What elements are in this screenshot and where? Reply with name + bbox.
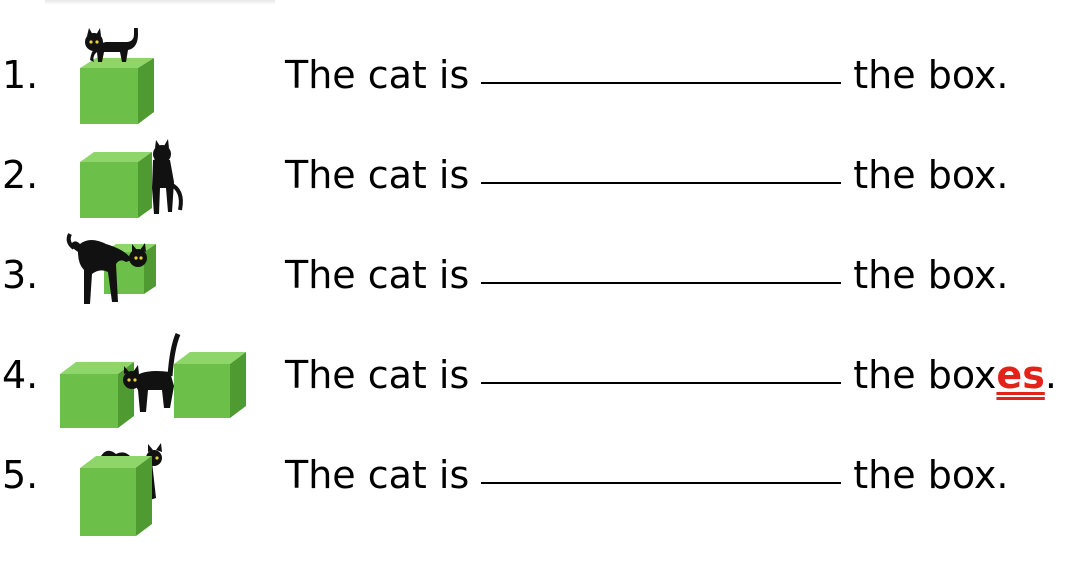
plural-highlight: es: [996, 353, 1045, 397]
sentence-prefix: The cat is: [285, 453, 470, 497]
sentence-suffix: the box.: [853, 453, 1009, 497]
sentence: [285, 50, 1009, 100]
sentence: [285, 350, 1057, 400]
sentence-suffix: the box.: [853, 153, 1009, 197]
exercise-row-2: [0, 128, 1070, 228]
answer-blank[interactable]: [481, 452, 841, 484]
sentence-prefix: The cat is: [285, 153, 470, 197]
sentence: [285, 150, 1009, 200]
top-edge-artifact: [45, 0, 275, 5]
sentence-period: .: [1044, 353, 1057, 397]
cat-next-to-box-icon: [60, 128, 260, 228]
item-number: 5.: [2, 453, 39, 497]
item-number: 4.: [2, 353, 39, 397]
sentence-prefix: The cat is: [285, 253, 470, 297]
sentence: [285, 250, 1009, 300]
cat-between-boxes-icon: [60, 328, 260, 428]
cat-on-box-icon: [60, 28, 260, 128]
sentence-suffix: the box.: [853, 53, 1009, 97]
sentence-prefix: The cat is: [285, 353, 470, 397]
cat-in-front-of-box-icon: [60, 228, 260, 328]
sentence-prefix: The cat is: [285, 53, 470, 97]
answer-blank[interactable]: [481, 152, 841, 184]
item-number: 3.: [2, 253, 39, 297]
answer-blank[interactable]: [481, 252, 841, 284]
sentence-suffix: the box.: [853, 253, 1009, 297]
answer-blank[interactable]: [481, 52, 841, 84]
cat-behind-box-icon: [60, 428, 260, 568]
sentence: [285, 450, 1009, 500]
item-number: 2.: [2, 153, 39, 197]
exercise-row-4: [0, 328, 1070, 428]
exercise-row-1: [0, 28, 1070, 128]
sentence-suffix: the box: [853, 353, 997, 397]
item-number: 1.: [2, 53, 39, 97]
answer-blank[interactable]: [481, 352, 841, 384]
exercise-row-3: [0, 228, 1070, 328]
exercise-row-5: [0, 428, 1070, 528]
